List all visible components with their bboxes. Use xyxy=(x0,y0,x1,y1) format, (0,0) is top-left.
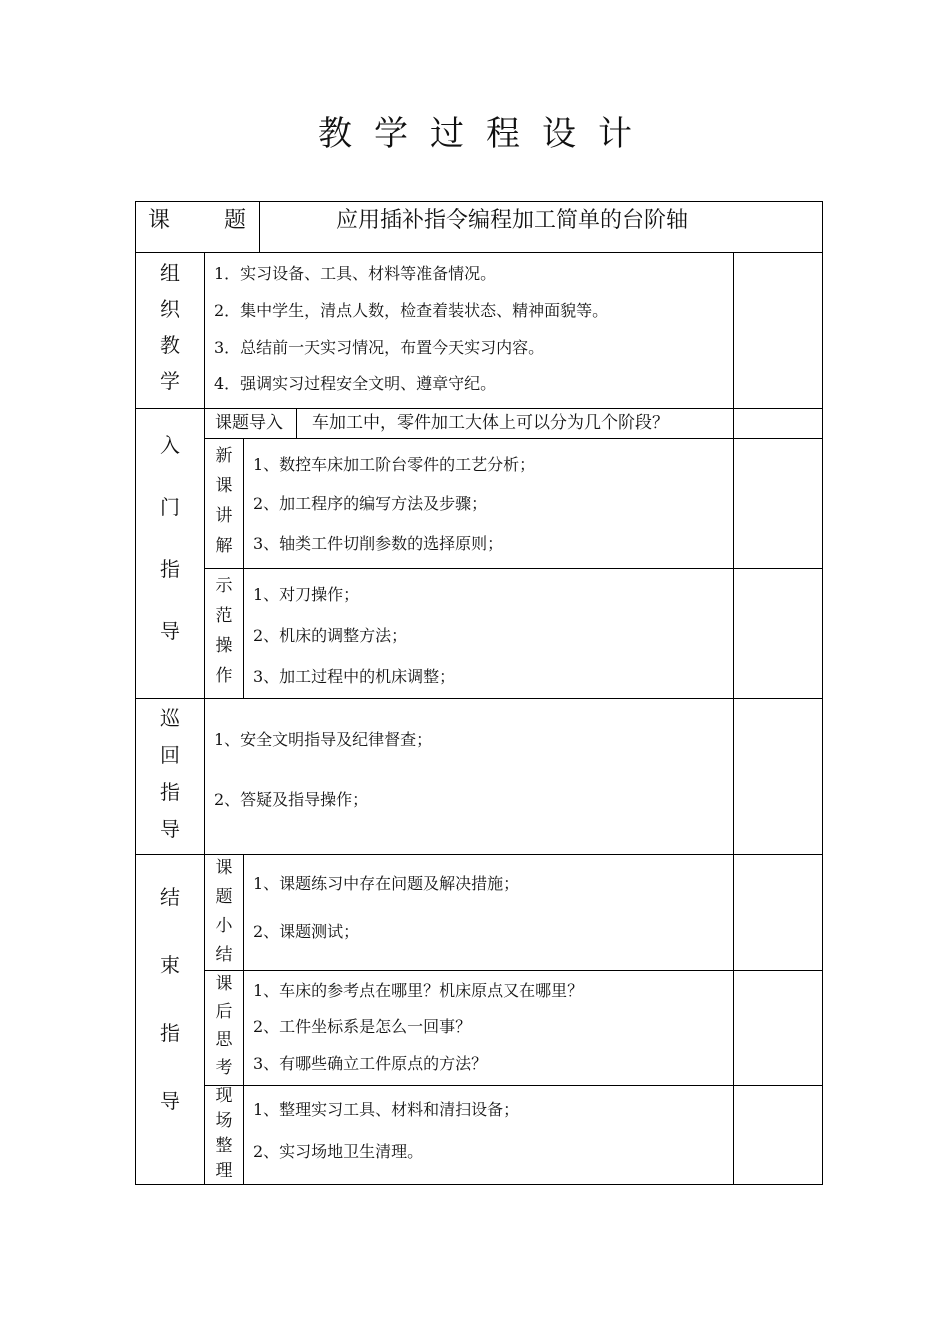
label-char: 小 xyxy=(215,916,233,936)
label-char: 作 xyxy=(215,666,233,686)
label-char: 思 xyxy=(215,1030,233,1050)
label-char: 讲 xyxy=(215,506,233,526)
summary-label xyxy=(205,857,243,973)
row-divider xyxy=(135,408,823,409)
label-char: 整 xyxy=(215,1136,233,1156)
label-char: 指 xyxy=(160,780,180,804)
row-divider xyxy=(135,854,823,855)
label-char: 导 xyxy=(160,619,180,643)
label-char: 考 xyxy=(215,1058,233,1078)
subrow-divider xyxy=(204,970,823,971)
reflection-item: 2、工件坐标系是怎么一回事？ xyxy=(253,1017,472,1036)
intro-label xyxy=(136,430,204,678)
page-title: 教学过程设计 xyxy=(318,114,654,154)
new-lesson-label xyxy=(205,444,243,564)
label-char: 理 xyxy=(215,1161,233,1181)
label-char: 织 xyxy=(160,297,180,321)
label-char: 门 xyxy=(160,495,180,519)
col-divider xyxy=(243,854,244,1185)
label-char: 入 xyxy=(160,433,180,457)
reflection-item: 1、车床的参考点在哪里？机床原点又在哪里？ xyxy=(253,981,584,1000)
label-char: 指 xyxy=(160,557,180,581)
demo-item: 3、加工过程中的机床调整； xyxy=(253,667,456,686)
label-char: 课 xyxy=(215,858,233,878)
row-divider xyxy=(135,252,823,253)
label-char: 操 xyxy=(215,636,233,656)
lead-text: 车加工中，零件加工大体上可以分为几个阶段？ xyxy=(312,413,669,433)
organize-item: 2．集中学生，清点人数，检查着装状态、精神面貌等。 xyxy=(214,301,609,320)
cleanup-item: 2、实习场地卫生清理。 xyxy=(253,1142,424,1161)
label-char: 范 xyxy=(215,606,233,626)
subrow-divider xyxy=(204,568,823,569)
col-divider xyxy=(733,252,734,1185)
label-char: 结 xyxy=(160,885,180,909)
label-char: 导 xyxy=(160,817,180,841)
label-char: 回 xyxy=(160,743,180,767)
label-char: 解 xyxy=(215,536,233,556)
label-char: 课 xyxy=(215,476,233,496)
cleanup-label xyxy=(205,1085,243,1185)
label-char: 束 xyxy=(160,953,180,977)
new-lesson-item: 1、数控车床加工阶台零件的工艺分析； xyxy=(253,455,536,474)
col-divider xyxy=(296,408,297,439)
reflection-label xyxy=(205,973,243,1085)
lead-label: 课题导入 xyxy=(215,413,283,433)
patrol-item: 1、安全文明指导及纪律督查； xyxy=(214,730,433,749)
label-char: 题 xyxy=(215,887,233,907)
col-divider xyxy=(243,438,244,699)
label-char: 指 xyxy=(160,1021,180,1045)
label-char: 组 xyxy=(160,261,180,285)
summary-item: 2、课题测试； xyxy=(253,922,360,941)
cleanup-item: 1、整理实习工具、材料和清扫设备； xyxy=(253,1100,520,1119)
label-char: 教 xyxy=(160,333,180,357)
subrow-divider xyxy=(204,1085,823,1086)
patrol-item: 2、答疑及指导操作； xyxy=(214,790,369,809)
demo-label xyxy=(205,574,243,694)
col-divider xyxy=(259,201,260,253)
label-char: 现 xyxy=(215,1086,233,1106)
reflection-item: 3、有哪些确立工件原点的方法？ xyxy=(253,1054,488,1073)
ending-label xyxy=(136,882,204,1154)
new-lesson-item: 3、轴类工件切削参数的选择原则； xyxy=(253,534,504,553)
organize-item: 4．强调实习过程安全文明、遵章守纪。 xyxy=(214,374,497,393)
organize-item: 3．总结前一天实习情况，布置今天实习内容。 xyxy=(214,338,545,357)
topic-label-2: 题 xyxy=(224,208,247,233)
label-char: 学 xyxy=(160,369,180,393)
label-char: 示 xyxy=(215,576,233,596)
label-char: 结 xyxy=(215,945,233,965)
organize-label xyxy=(136,258,204,402)
new-lesson-item: 2、加工程序的编写方法及步骤； xyxy=(253,494,488,513)
demo-item: 2、机床的调整方法； xyxy=(253,626,408,645)
label-char: 巡 xyxy=(160,706,180,730)
topic-label-1: 课 xyxy=(148,208,171,233)
label-char: 后 xyxy=(215,1002,233,1022)
topic-value: 应用插补指令编程加工简单的台阶轴 xyxy=(336,208,689,233)
row-divider xyxy=(135,698,823,699)
label-char: 导 xyxy=(160,1089,180,1113)
label-char: 场 xyxy=(215,1111,233,1131)
label-char: 课 xyxy=(215,974,233,994)
demo-item: 1、对刀操作； xyxy=(253,585,360,604)
patrol-label xyxy=(136,703,204,851)
summary-item: 1、课题练习中存在问题及解决措施； xyxy=(253,874,520,893)
label-char: 新 xyxy=(215,446,233,466)
organize-item: 1．实习设备、工具、材料等准备情况。 xyxy=(214,264,497,283)
